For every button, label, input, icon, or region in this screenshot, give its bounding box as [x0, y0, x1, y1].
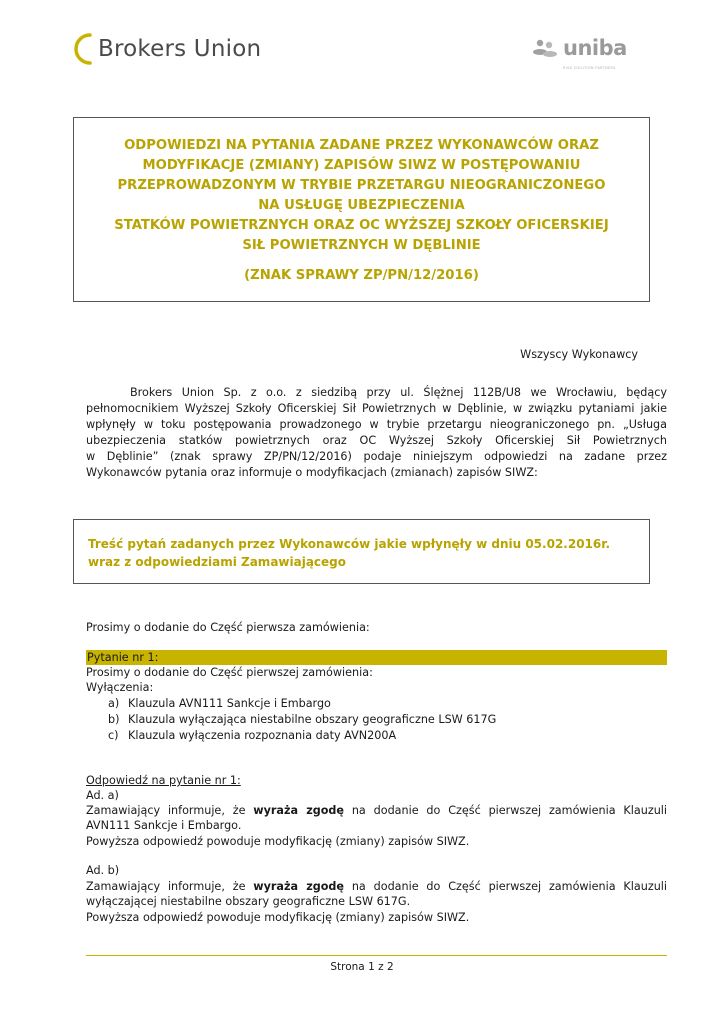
list-marker: b) — [108, 713, 120, 726]
uniba-tagline: RISK SOLUTION PARTNERS — [563, 66, 616, 70]
brokers-union-arc-icon — [68, 32, 94, 66]
intro-line-6: Wykonawców pytania oraz informuje o modyfikacjach (zmianach) zapisów SIWZ: — [86, 466, 538, 479]
title-line-1: ODPOWIEDZI NA PYTANIA ZADANE PRZEZ WYKONAWCÓW ORAZ — [124, 138, 599, 153]
uniba-name: uniba — [563, 36, 627, 60]
answer-a-line — [86, 803, 667, 819]
intro-line-4: ubezpieczenia statków powietrznych oraz OC Wyższej Szkoły Oficerskiej Sił Powietrznych — [86, 434, 667, 447]
answer-b-post: na dodanie do Część pierwszej zamówienia Klauzuli — [344, 880, 668, 893]
page-number: Strona 1 z 2 — [330, 961, 394, 973]
title-line-4: NA USŁUGĘ UBEZPIECZENIA — [258, 198, 465, 213]
answer-a-continuation: AVN111 Sankcje i Embargo. — [86, 819, 242, 832]
answer-b-line — [86, 879, 667, 895]
title-line-6: SIŁ POWIETRZNYCH W DĘBLINIE — [242, 238, 481, 253]
answer-b-bold: wyraża zgodę — [253, 880, 345, 893]
intro-paragraph — [86, 385, 667, 481]
request-line: Prosimy o dodanie do Część pierwsza zamówienia: — [86, 621, 370, 634]
addressee: Wszyscy Wykonawcy — [520, 348, 638, 361]
section-box — [73, 519, 650, 584]
question-highlight-bar — [86, 650, 667, 665]
answer-a-post: na dodanie do Część pierwszej zamówienia Klauzuli — [344, 804, 668, 817]
intro-line-5: w Dęblinie” (znak sprawy ZP/PN/12/2016) podaje niniejszym odpowiedzi na zadane przez — [86, 450, 667, 463]
intro-line-3: wpłynęły w toku postępowania prowadzonego w trybie przetargu nieograniczonego pn. „Usługa — [86, 418, 667, 431]
exclusions-label: Wyłączenia: — [86, 681, 154, 694]
title-line-3: PRZEPROWADZONYM W TRYBIE PRZETARGU NIEOGRANICZONEGO — [117, 178, 606, 193]
answer-a-note: Powyższa odpowiedź powoduje modyfikację (zmiany) zapisów SIWZ. — [86, 835, 470, 848]
intro-line-2: pełnomocnikiem Wyższej Szkoły Oficerskiej Sił Powietrznych w Dęblinie, w związku pytaniami jakie — [86, 402, 667, 415]
answer-b-continuation: wyłączającej niestabilne obszary geograficzne LSW 617G. — [86, 895, 411, 908]
section-title-line-2: wraz z odpowiedziami Zamawiającego — [88, 555, 347, 569]
list-item — [108, 728, 396, 744]
question-text: Prosimy o dodanie do Część pierwszej zamówienia: — [86, 666, 373, 679]
list-item — [108, 696, 331, 712]
list-item — [108, 712, 496, 728]
footer-divider — [86, 955, 667, 956]
question-label: Pytanie nr 1: — [87, 651, 159, 664]
intro-line-1: Brokers Union Sp. z o.o. z siedzibą przy ul. Ślężnej 112B/U8 we Wrocławiu, będący — [130, 386, 667, 399]
answer-b-pre: Zamawiający informuje, że — [86, 880, 254, 893]
answer-a-pre: Zamawiający informuje, że — [86, 804, 254, 817]
list-marker: c) — [108, 729, 119, 742]
title-box — [73, 117, 650, 302]
case-number: (ZNAK SPRAWY ZP/PN/12/2016) — [244, 268, 479, 283]
brokers-union-name: Brokers Union — [98, 36, 262, 62]
answer-a-bold: wyraża zgodę — [253, 804, 345, 817]
list-text: Klauzula AVN111 Sankcje i Embargo — [128, 697, 331, 710]
answer-b-note: Powyższa odpowiedź powoduje modyfikację (zmiany) zapisów SIWZ. — [86, 911, 470, 924]
list-marker: a) — [108, 697, 120, 710]
title-line-2: MODYFIKACJE (ZMIANY) ZAPISÓW SIWZ W POSTĘPOWANIU — [142, 158, 581, 173]
title-line-5: STATKÓW POWIETRZNYCH ORAZ OC WYŻSZEJ SZKOŁY OFICERSKIEJ — [114, 218, 609, 233]
answer-a-heading: Ad. a) — [86, 789, 119, 802]
section-title-line-1: Treść pytań zadanych przez Wykonawców jakie wpłynęły w dniu 05.02.2016r. — [88, 537, 611, 551]
brokers-union-logo — [68, 30, 261, 68]
list-text: Klauzula wyłączająca niestabilne obszary geograficzne LSW 617G — [128, 713, 497, 726]
answer-label: Odpowiedź na pytanie nr 1: — [86, 774, 241, 787]
list-text: Klauzula wyłączenia rozpoznania daty AVN200A — [128, 729, 397, 742]
uniba-logo — [532, 38, 627, 76]
uniba-people-icon — [532, 38, 560, 60]
answer-b-heading: Ad. b) — [86, 864, 120, 877]
